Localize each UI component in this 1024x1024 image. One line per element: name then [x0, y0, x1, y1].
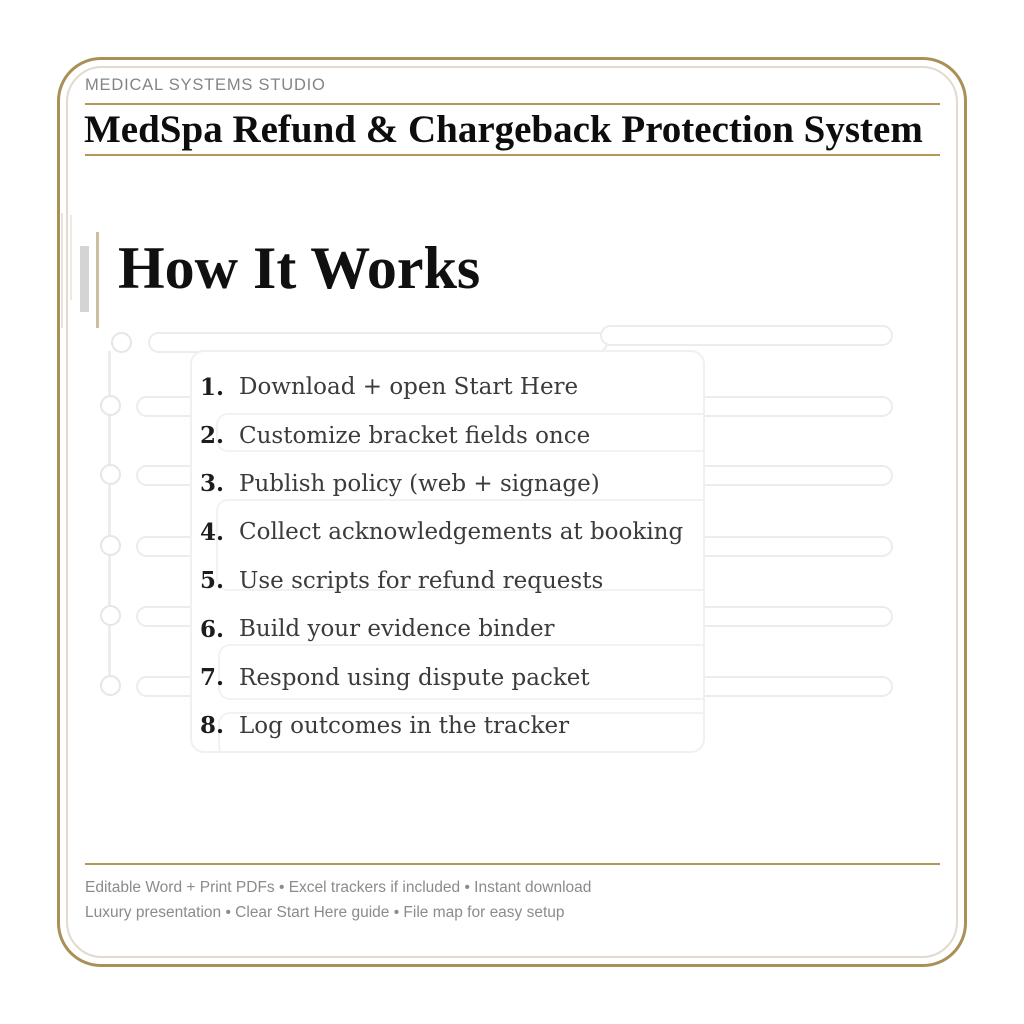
step-number: 3.	[199, 470, 224, 498]
step-item	[192, 557, 703, 605]
step-item	[192, 363, 703, 411]
step-item	[192, 653, 703, 701]
step-number: 1.	[199, 373, 224, 401]
skeleton-bar	[600, 325, 893, 346]
step-item	[192, 460, 703, 508]
timeline-node	[100, 395, 121, 416]
timeline-node	[100, 675, 121, 696]
page-title: MedSpa Refund & Chargeback Protection System	[84, 108, 923, 151]
timeline-node	[100, 464, 121, 485]
decor-line-2	[70, 215, 72, 300]
step-item	[192, 411, 703, 459]
step-number: 4.	[199, 518, 224, 546]
step-number: 7.	[199, 664, 224, 692]
header-top-rule	[85, 103, 940, 105]
step-text: Respond using dispute packet	[239, 664, 590, 691]
step-number: 5.	[199, 567, 224, 595]
footer-features-line-2: Luxury presentation • Clear Start Here guide • File map for easy setup	[85, 904, 565, 921]
decor-line-1	[61, 213, 63, 328]
step-item	[192, 702, 703, 750]
step-number: 6.	[199, 615, 224, 643]
header-bottom-rule	[85, 154, 940, 156]
step-text: Customize bracket fields once	[239, 422, 591, 449]
section-heading: How It Works	[118, 235, 481, 301]
step-text: Build your evidence binder	[239, 616, 555, 643]
step-item	[192, 605, 703, 653]
step-text: Log outcomes in the tracker	[239, 712, 570, 739]
step-text: Publish policy (web + signage)	[239, 470, 600, 497]
step-number: 8.	[199, 712, 224, 740]
step-item	[192, 508, 703, 556]
brand-label: MEDICAL SYSTEMS STUDIO	[85, 76, 326, 94]
steps-panel	[190, 350, 705, 753]
step-text: Download + open Start Here	[239, 374, 579, 401]
step-number: 2.	[199, 422, 224, 450]
footer-rule	[85, 863, 940, 865]
decor-bar	[80, 246, 89, 312]
timeline-node	[111, 332, 132, 353]
decor-line-gold	[96, 232, 99, 328]
step-text: Use scripts for refund requests	[239, 567, 604, 594]
timeline-node	[100, 605, 121, 626]
steps-list	[192, 363, 703, 750]
step-text: Collect acknowledgements at booking	[239, 519, 684, 546]
timeline-node	[100, 535, 121, 556]
footer-features-line-1: Editable Word + Print PDFs • Excel trackers if included • Instant download	[85, 879, 592, 896]
